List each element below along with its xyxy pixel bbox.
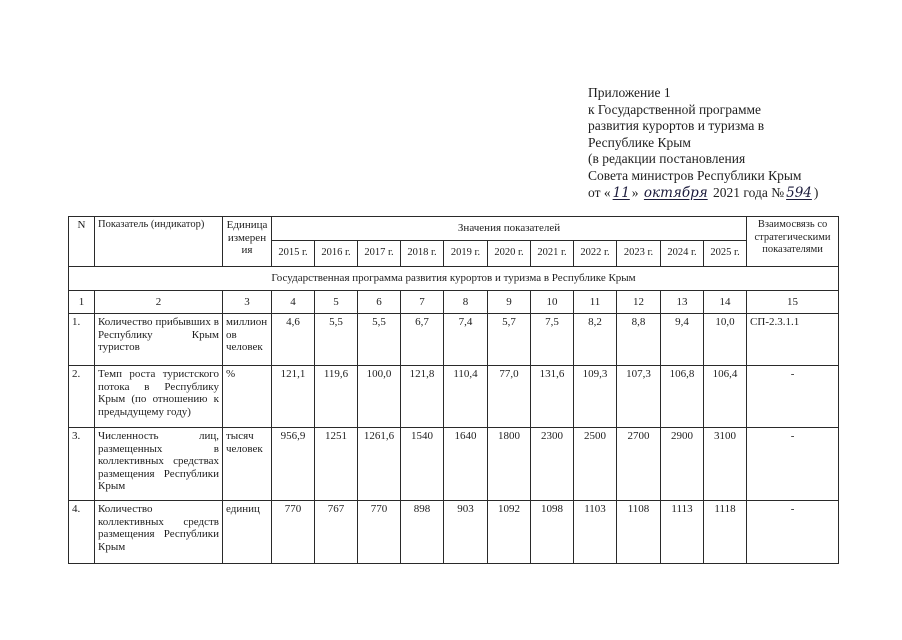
header-year: 2019 г.	[444, 241, 488, 267]
date-prefix: от «	[588, 184, 611, 200]
unit-of-measure: тысяч человек	[223, 428, 272, 501]
value-2024: 1113	[661, 501, 704, 564]
header-n: N	[69, 217, 95, 267]
indicators-table	[68, 216, 839, 564]
value-2025: 3100	[704, 428, 747, 501]
header-year: 2018 г.	[401, 241, 444, 267]
handwritten-day: 11	[612, 184, 630, 201]
header-strategic-link: Взаимосвязь со стратегическими показателями	[747, 217, 839, 267]
date-year-text: 2021 года №	[713, 184, 785, 200]
value-2024: 106,8	[661, 366, 704, 428]
program-title: Государственная программа развития курортов и туризма в Республике Крым	[69, 267, 839, 291]
value-2015: 4,6	[272, 314, 315, 366]
header-year: 2017 г.	[358, 241, 401, 267]
header-year: 2023 г.	[617, 241, 661, 267]
column-number: 3	[223, 291, 272, 314]
table-row	[69, 366, 839, 428]
unit-of-measure: единиц	[223, 501, 272, 564]
value-2017: 770	[358, 501, 401, 564]
value-2016: 5,5	[315, 314, 358, 366]
header-year: 2021 г.	[531, 241, 574, 267]
column-number: 4	[272, 291, 315, 314]
indicator-name: Количество прибывших в Республику Крым туристов	[95, 314, 223, 366]
value-2023: 8,8	[617, 314, 661, 366]
indicator-name: Численность лиц, размещенных в коллективных средствах размещения Республики Крым	[95, 428, 223, 501]
program-title-row	[69, 267, 839, 291]
row-number: 4.	[69, 501, 95, 564]
date-quote-close: »	[631, 184, 639, 200]
value-2024: 2900	[661, 428, 704, 501]
indicator-name: Количество коллективных средств размещения Республики Крым	[95, 501, 223, 564]
value-2025: 1118	[704, 501, 747, 564]
value-2020: 77,0	[488, 366, 531, 428]
value-2019: 903	[444, 501, 488, 564]
value-2023: 2700	[617, 428, 661, 501]
value-2021: 131,6	[531, 366, 574, 428]
column-number: 6	[358, 291, 401, 314]
value-2018: 6,7	[401, 314, 444, 366]
value-2022: 109,3	[574, 366, 617, 428]
value-2020: 1092	[488, 501, 531, 564]
column-number: 10	[531, 291, 574, 314]
handwritten-month: октября	[643, 184, 708, 201]
value-2018: 1540	[401, 428, 444, 501]
value-2025: 106,4	[704, 366, 747, 428]
value-2025: 10,0	[704, 314, 747, 366]
header-year: 2016 г.	[315, 241, 358, 267]
appendix-line: Совета министров Республики Крым	[588, 167, 802, 183]
strategic-link: -	[747, 501, 839, 564]
strategic-link: -	[747, 428, 839, 501]
value-2015: 770	[272, 501, 315, 564]
row-number: 3.	[69, 428, 95, 501]
strategic-link: СП-2.3.1.1	[747, 314, 839, 366]
table-row	[69, 501, 839, 564]
value-2019: 1640	[444, 428, 488, 501]
value-2022: 8,2	[574, 314, 617, 366]
column-number: 9	[488, 291, 531, 314]
value-2021: 2300	[531, 428, 574, 501]
column-numbers-row	[69, 291, 839, 314]
value-2020: 1800	[488, 428, 531, 501]
header-year: 2022 г.	[574, 241, 617, 267]
value-2022: 2500	[574, 428, 617, 501]
appendix-line: к Государственной программе	[588, 101, 762, 117]
column-number: 8	[444, 291, 488, 314]
appendix-line: Республике Крым	[588, 134, 691, 150]
header-unit: Единица измерения	[223, 217, 272, 267]
value-2015: 121,1	[272, 366, 315, 428]
row-number: 1.	[69, 314, 95, 366]
header-year: 2025 г.	[704, 241, 747, 267]
column-number: 12	[617, 291, 661, 314]
column-number: 14	[704, 291, 747, 314]
column-number: 2	[95, 291, 223, 314]
header-row	[69, 217, 839, 241]
value-2016: 767	[315, 501, 358, 564]
column-number: 13	[661, 291, 704, 314]
appendix-title: Приложение 1	[588, 85, 671, 100]
value-2016: 1251	[315, 428, 358, 501]
unit-of-measure: %	[223, 366, 272, 428]
value-2021: 1098	[531, 501, 574, 564]
table-row	[69, 314, 839, 366]
value-2017: 1261,6	[358, 428, 401, 501]
column-number: 1	[69, 291, 95, 314]
value-2017: 100,0	[358, 366, 401, 428]
column-number: 7	[401, 291, 444, 314]
appendix-line: (в редакции постановления	[588, 151, 746, 167]
value-2018: 898	[401, 501, 444, 564]
indicator-name: Темп роста туристского потока в Республику Крым (по отношению к предыдущему году)	[95, 366, 223, 428]
column-number: 5	[315, 291, 358, 314]
value-2021: 7,5	[531, 314, 574, 366]
value-2023: 107,3	[617, 366, 661, 428]
header-year: 2020 г.	[488, 241, 531, 267]
unit-of-measure: миллионов человек	[223, 314, 272, 366]
value-2023: 1108	[617, 501, 661, 564]
resolution-date-line	[588, 185, 818, 202]
value-2017: 5,5	[358, 314, 401, 366]
header-year: 2015 г.	[272, 241, 315, 267]
header-year: 2024 г.	[661, 241, 704, 267]
row-number: 2.	[69, 366, 95, 428]
value-2022: 1103	[574, 501, 617, 564]
value-2024: 9,4	[661, 314, 704, 366]
value-2015: 956,9	[272, 428, 315, 501]
header-values-group: Значения показателей	[272, 217, 747, 241]
handwritten-number: 594	[786, 184, 812, 201]
value-2019: 110,4	[444, 366, 488, 428]
date-suffix: )	[813, 184, 819, 200]
header-indicator: Показатель (индикатор)	[95, 217, 223, 267]
appendix-line: развития курортов и туризма в	[588, 118, 765, 134]
value-2016: 119,6	[315, 366, 358, 428]
column-number: 11	[574, 291, 617, 314]
column-number: 15	[747, 291, 839, 314]
table-row	[69, 428, 839, 501]
strategic-link: -	[747, 366, 839, 428]
value-2019: 7,4	[444, 314, 488, 366]
value-2018: 121,8	[401, 366, 444, 428]
appendix-header	[588, 85, 818, 201]
value-2020: 5,7	[488, 314, 531, 366]
